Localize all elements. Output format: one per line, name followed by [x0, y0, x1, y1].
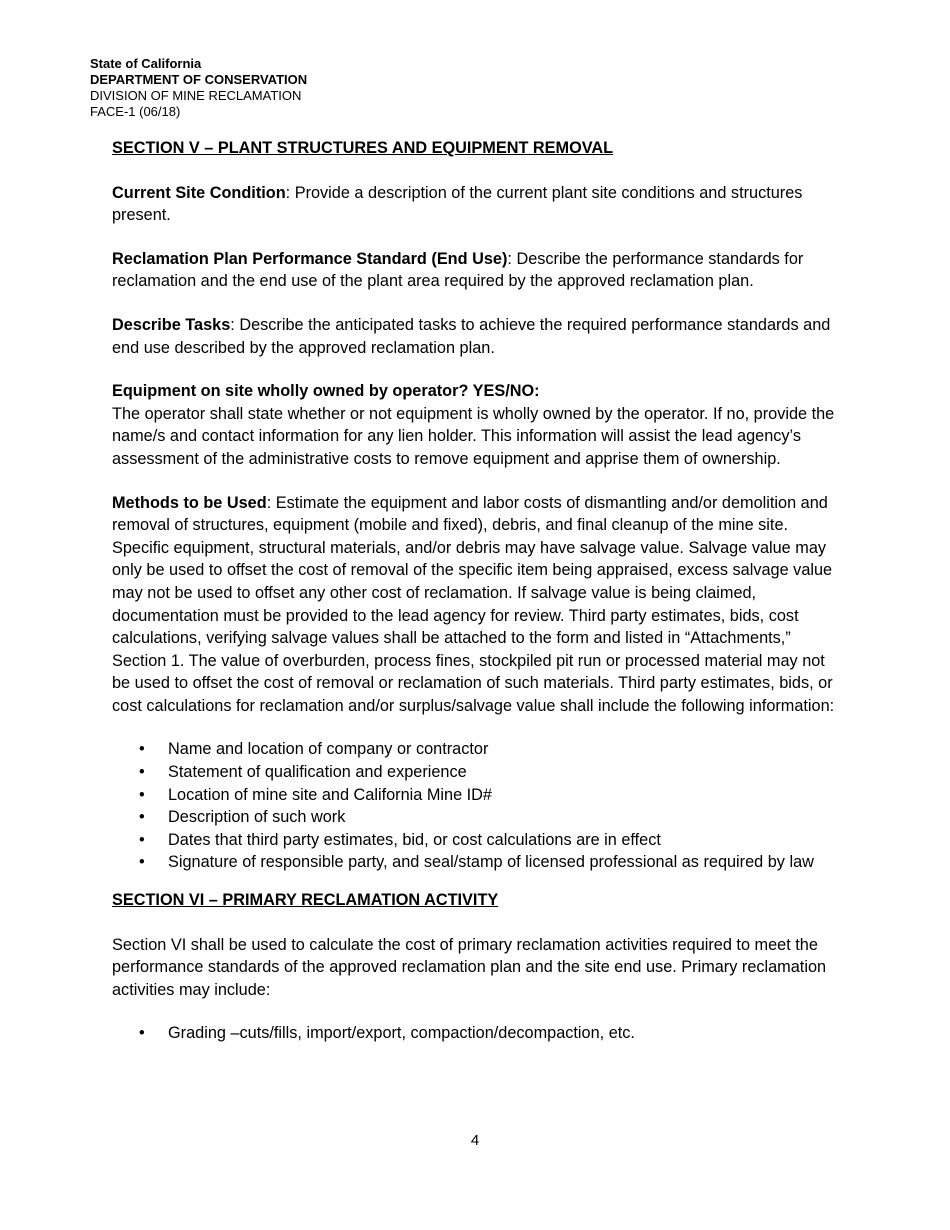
list-item: • Signature of responsible party, and seal/stamp of licensed professional as required by law	[112, 851, 847, 874]
list-item: • Description of such work	[112, 806, 847, 829]
list-item: • Dates that third party estimates, bid, or cost calculations are in effect	[112, 829, 847, 852]
performance-standard-text: : Describe the performance standards for reclamation and the end use of the plant area required by the approved reclamation plan.	[112, 249, 804, 291]
describe-tasks-text: : Describe the anticipated tasks to achieve the required performance standards and end use described by the approved reclamation plan.	[112, 315, 831, 357]
current-site-paragraph	[112, 182, 847, 227]
section-vi-title: SECTION VI – PRIMARY RECLAMATION ACTIVITY	[112, 891, 499, 910]
section-vi-intro: Section VI shall be used to calculate the cost of primary reclamation activities required to meet the performance standards of the approved reclamation plan and the site end use. Primary reclamation activities may include:	[112, 935, 827, 999]
equipment-ownership-label: Equipment on site wholly owned by operator? YES/NO:	[112, 382, 540, 401]
describe-tasks-label: Describe Tasks	[112, 315, 231, 334]
list-item: • Name and location of company or contractor	[112, 738, 847, 761]
current-site-label: Current Site Condition	[112, 183, 286, 202]
list-item: • Statement of qualification and experience	[112, 761, 847, 784]
header-state: State of California	[90, 56, 202, 71]
methods-label: Methods to be Used	[112, 493, 267, 512]
current-site-text: : Provide a description of the current plant site conditions and structures present.	[112, 183, 803, 225]
performance-standard-label: Reclamation Plan Performance Standard (End Use)	[112, 249, 508, 268]
header-department: DEPARTMENT OF CONSERVATION	[90, 72, 308, 87]
page-content	[112, 137, 847, 1045]
describe-tasks-paragraph	[112, 314, 847, 359]
document-header	[90, 56, 307, 120]
list-item: • Location of mine site and California Mine ID#	[112, 784, 847, 807]
primary-activities-list	[112, 1022, 847, 1045]
performance-standard-paragraph	[112, 248, 847, 293]
header-division: DIVISION OF MINE RECLAMATION	[90, 88, 302, 103]
methods-paragraph	[112, 492, 847, 718]
section-v-title: SECTION V – PLANT STRUCTURES AND EQUIPMENT REMOVAL	[112, 139, 614, 157]
page-number: 4	[470, 1132, 480, 1149]
methods-text: : Estimate the equipment and labor costs of dismantling and/or demolition and removal of structures, equipment (mobile and fixed), debris, and final cleanup of the mine site. Specific equipment, structural materials, and/or debris may have salvage value. Salvage value may only be used to offset the cost of removal of the specific item being appraised, excess salvage value may not be used to offset any other cost of reclamation. If salvage value is being claimed, documentation must be provided to the lead agency for review. Third party estimates, bids, cost calculations, verifying salvage values shall be attached to the form and listed in “Attachments,” Section 1. The value of overburden, process fines, stockpiled pit run or processed material may not be used to offset the cost of removal or reclamation of such materials. Third party estimates, bids, or cost calculations for reclamation and/or surplus/salvage value shall include the following information:	[112, 493, 835, 715]
required-information-list	[112, 738, 847, 874]
list-item: • Grading –cuts/fills, import/export, compaction/decompaction, etc.	[112, 1022, 847, 1045]
header-form-number: FACE-1 (06/18)	[90, 104, 181, 119]
equipment-ownership-text: The operator shall state whether or not equipment is wholly owned by the operator. If no, provide the name/s and contact information for any lien holder. This information will assist the lead agency’s assessment of the administrative costs to remove equipment and apprise them of ownership.	[112, 404, 835, 468]
